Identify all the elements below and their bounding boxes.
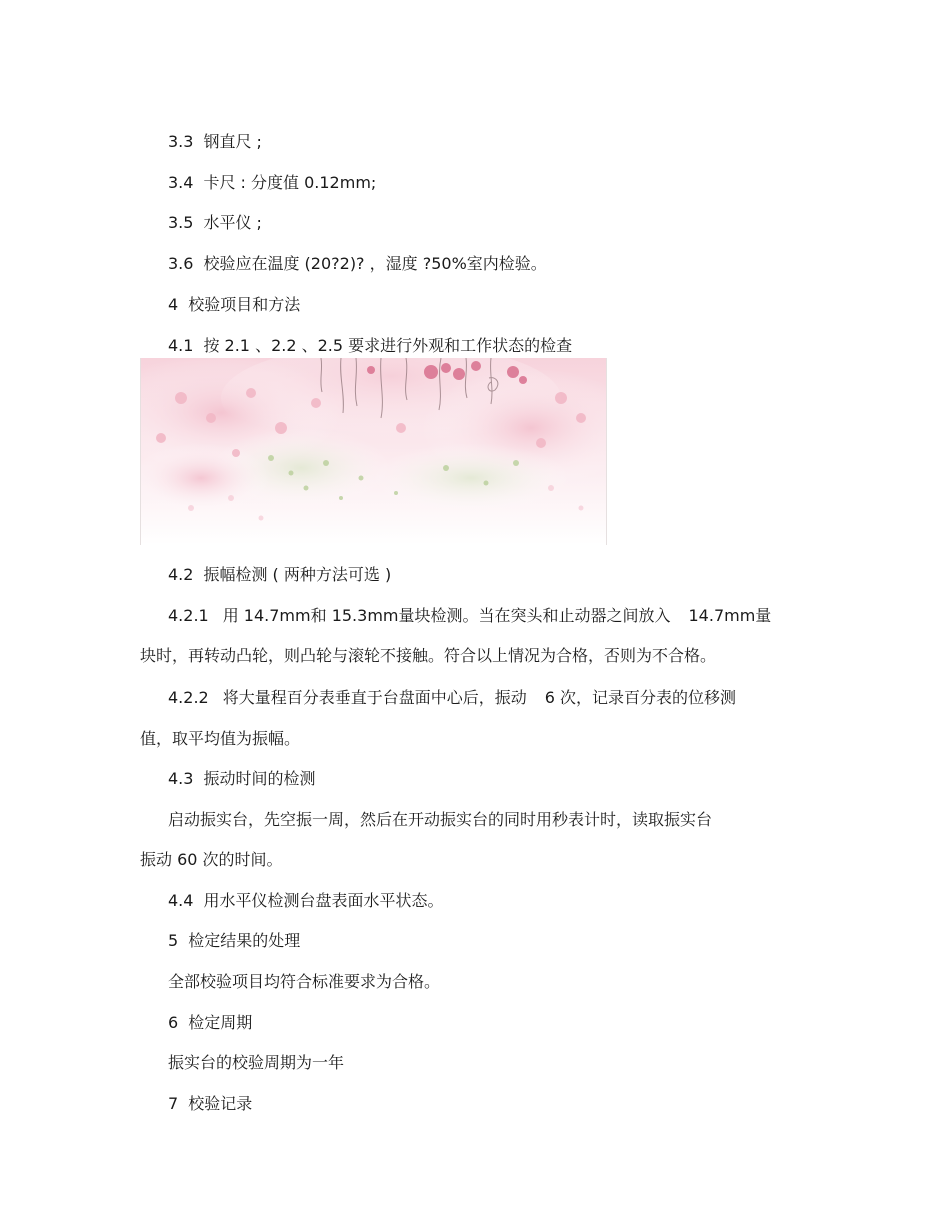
- item-text: 块时，再转动凸轮，则凸轮与滚轮不接触。符合以上情况为合格，否则为不合格。: [140, 646, 717, 665]
- item-number: 3.6: [168, 254, 194, 273]
- paragraph-4-3-line2: [140, 849, 283, 871]
- item-text-cont: 14.7mm量: [688, 606, 772, 625]
- item-4-2-2-line1: [168, 687, 736, 709]
- section-title: 校验记录: [188, 1094, 253, 1113]
- item-number: 4.1: [168, 336, 194, 355]
- paragraph-text: 振动 60 次的时间。: [140, 850, 283, 869]
- paragraph-text: 启动振实台，先空振一周，然后在开动振实台的同时用秒表计时，读取振实台: [168, 810, 713, 829]
- section-number: 4: [168, 295, 179, 314]
- item-4-4: [168, 890, 443, 912]
- section-6-heading: [168, 1012, 252, 1034]
- paragraph-text: 振实台的校验周期为一年: [168, 1053, 345, 1072]
- paragraph-4-3-line1: [168, 809, 712, 831]
- section-title: 检定结果的处理: [188, 931, 301, 950]
- section-number: 7: [168, 1094, 179, 1113]
- item-number: 3.3: [168, 132, 194, 151]
- item-text: 校验应在温度 (20?2)? ，湿度 ?50%室内检验。: [203, 254, 547, 273]
- item-number: 4.2.2: [168, 688, 209, 707]
- item-number: 4.2.1: [168, 606, 209, 625]
- item-3-6: [168, 253, 547, 275]
- item-text: 用 14.7mm和 15.3mm量块检测。当在突头和止动器之间放入: [222, 606, 671, 625]
- item-4-2-1-line2: [140, 645, 716, 667]
- item-3-3: [168, 131, 262, 153]
- item-text: 将大量程百分表垂直于台盘面中心后，振动: [222, 688, 527, 707]
- item-4-2: [168, 564, 391, 586]
- item-text: 水平仪 ;: [203, 213, 262, 232]
- item-text: 振幅检测 ( 两种方法可选 ): [203, 565, 392, 584]
- item-text: 卡尺 : 分度值 0.12mm;: [203, 173, 377, 192]
- paragraph-5: [168, 971, 440, 993]
- section-number: 5: [168, 931, 179, 950]
- item-text: 钢直尺 ;: [203, 132, 262, 151]
- item-number: 4.4: [168, 891, 194, 910]
- paragraph-6: [168, 1052, 344, 1074]
- item-number: 4.3: [168, 769, 194, 788]
- paragraph-text: 全部校验项目均符合标准要求为合格。: [168, 972, 441, 991]
- item-4-2-2-line2: [140, 728, 300, 750]
- section-number: 6: [168, 1013, 179, 1032]
- item-3-4: [168, 172, 376, 194]
- section-title: 检定周期: [188, 1013, 253, 1032]
- section-4-heading: [168, 294, 300, 316]
- item-text: 振动时间的检测: [203, 769, 316, 788]
- item-text: 用水平仪检测台盘表面水平状态。: [203, 891, 444, 910]
- section-5-heading: [168, 930, 300, 952]
- item-text: 值，取平均值为振幅。: [140, 729, 301, 748]
- item-number: 4.2: [168, 565, 194, 584]
- item-number: 3.4: [168, 173, 194, 192]
- item-4-3: [168, 768, 315, 790]
- item-3-5: [168, 212, 262, 234]
- floral-decoration-image: [140, 358, 607, 545]
- section-title: 校验项目和方法: [188, 295, 301, 314]
- item-text-cont: 6 次，记录百分表的位移测: [544, 688, 737, 707]
- section-7-heading: [168, 1093, 252, 1115]
- item-number: 3.5: [168, 213, 194, 232]
- item-text: 按 2.1 、2.2 、2.5 要求进行外观和工作状态的检查: [203, 336, 573, 355]
- floral-illustration: [141, 358, 606, 545]
- item-4-1: [168, 335, 572, 357]
- item-4-2-1-line1: [168, 605, 771, 627]
